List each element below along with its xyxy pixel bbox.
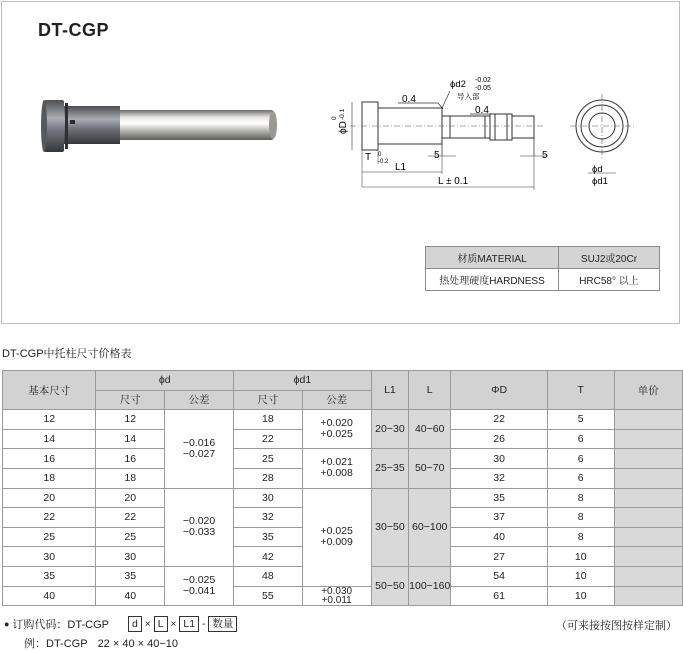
d-size: 12 [96,410,165,430]
T-label: T [365,152,372,163]
D-label: ϕD [338,121,349,134]
d-size: 25 [96,527,165,547]
T-tol-lower: -0.2 [378,159,389,165]
chamfer-label-1: 0.4 [402,94,416,105]
product-photo [32,98,282,154]
base-size: 30 [3,547,96,567]
base-size: 18 [3,468,96,488]
base-size: 22 [3,508,96,528]
chamfer-label-2: 0.4 [475,105,489,116]
header-d-tolerance: 公差 [164,390,233,410]
T-size: 8 [547,488,614,508]
d1-size: 25 [234,449,303,469]
d1-size: 42 [234,547,303,567]
L-range: 50−70 [409,449,451,488]
unit-price [614,566,682,586]
table-row [3,410,683,430]
unit-price [614,527,682,547]
d-size: 20 [96,488,165,508]
header-d-size: 尺寸 [96,390,165,410]
T-size: 10 [547,547,614,567]
base-size: 40 [3,586,96,606]
unit-price [614,508,682,528]
L-range: 100−160 [409,566,451,605]
d2-label: ϕd2 [450,79,466,90]
order-label: 订购代码：DT-CGP [12,619,109,631]
D-size: 61 [451,586,548,606]
T-size: 6 [547,468,614,488]
d-tolerance: −0.020 −0.033 [164,488,233,566]
d1-size: 22 [234,429,303,449]
base-size: 16 [3,449,96,469]
T-size: 8 [547,527,614,547]
d1-size: 30 [234,488,303,508]
d1-size: 32 [234,508,303,528]
order-code: ● 订购代码：DT-CGP d × L × L1 - 数量 [4,616,238,632]
bullet-icon: ● [4,619,10,629]
example-value: 22 × 40 × 40−10 [97,638,178,650]
d-tolerance: −0.016 −0.027 [164,410,233,488]
T-tol-upper: 0 [378,152,382,158]
unit-price [614,586,682,606]
base-size: 25 [3,527,96,547]
d-tolerance: −0.025 −0.041 [164,566,233,605]
d-size: 35 [96,566,165,586]
guide-note: 导入部 [457,92,480,101]
T-size: 10 [547,566,614,586]
L-range: 40−60 [409,410,451,449]
order-example [24,635,178,651]
dim-5-b: 5 [542,150,548,161]
d1-tolerance: +0.030 +0.011 [302,586,371,606]
order-field-qty: 数量 [208,616,237,632]
table-row [3,449,683,469]
d1-size: 28 [234,468,303,488]
D-size: 26 [451,429,548,449]
d-label: ϕd [592,164,603,175]
d1-size: 18 [234,410,303,430]
d-size: 14 [96,429,165,449]
material-table [425,246,660,291]
material-label: 材质MATERIAL [426,247,559,269]
custom-note: （可来接按图按样定制） [556,620,677,632]
d1-size: 35 [234,527,303,547]
hardness-value: HRC58° 以上 [559,269,660,291]
D-tol-upper: 0 [331,116,338,120]
header-unit-price: 单价 [614,371,682,410]
product-panel [1,1,680,324]
L1-range: 20−30 [371,410,408,449]
D-size: 27 [451,547,548,567]
base-size: 12 [3,410,96,430]
d1-tolerance: +0.025 +0.009 [302,488,371,586]
header-base: 基本尺寸 [3,371,96,410]
D-size: 22 [451,410,548,430]
D-size: 54 [451,566,548,586]
L-range: 60−100 [409,488,451,566]
table-row [3,586,683,606]
d-size: 18 [96,468,165,488]
d-size: 40 [96,586,165,606]
d1-tolerance: +0.020 +0.025 [302,410,371,449]
table-row [3,488,683,508]
unit-price [614,488,682,508]
order-field-d: d [128,616,142,632]
material-value: SUJ2或20Cr [559,247,660,269]
hardness-label: 热处理硬度HARDNESS [426,269,559,291]
header-L: L [409,371,451,410]
L1-label: L1 [395,162,407,173]
T-size: 8 [547,508,614,528]
d2-tol-lower: -0.05 [475,85,491,92]
material-row [426,247,660,269]
d-size: 22 [96,508,165,528]
order-field-L: L [154,616,168,632]
technical-drawing [330,72,640,202]
base-size: 20 [3,488,96,508]
T-size: 6 [547,429,614,449]
unit-price [614,429,682,449]
price-table [2,370,683,606]
T-size: 5 [547,410,614,430]
L1-range: 25−35 [371,449,408,488]
header-d1-tolerance: 公差 [302,390,371,410]
base-size: 14 [3,429,96,449]
d-size: 30 [96,547,165,567]
D-size: 40 [451,527,548,547]
d1-size: 48 [234,566,303,586]
L-label: L ± 0.1 [438,176,469,187]
header-phi-d: ϕd [96,371,234,391]
dim-5-a: 5 [434,150,440,161]
unit-price [614,468,682,488]
order-field-L1: L1 [179,616,199,632]
hardness-row [426,269,660,291]
T-size: 10 [547,586,614,606]
D-size: 35 [451,488,548,508]
section-title: DT-CGP中托柱尺寸价格表 [2,348,132,360]
product-title: DT-CGP [38,20,110,40]
d-size: 16 [96,449,165,469]
header-d1-size: 尺寸 [234,390,303,410]
L1-range: 30−50 [371,488,408,566]
L1-range: 50−50 [371,566,408,605]
d1-label: ϕd1 [592,176,608,187]
D-size: 30 [451,449,548,469]
header-L1: L1 [371,371,408,410]
D-size: 37 [451,508,548,528]
d1-size: 55 [234,586,303,606]
D-tol-lower: -0.1 [339,108,346,120]
D-size: 32 [451,468,548,488]
unit-price [614,547,682,567]
example-label: 例：DT-CGP [24,638,88,650]
header-T: T [547,371,614,410]
unit-price [614,410,682,430]
T-size: 6 [547,449,614,469]
header-phi-d1: ϕd1 [234,371,372,391]
d1-tolerance: +0.021 +0.008 [302,449,371,488]
header-phi-D: ΦD [451,371,548,410]
unit-price [614,449,682,469]
base-size: 35 [3,566,96,586]
d2-tol-upper: -0.02 [475,77,491,84]
